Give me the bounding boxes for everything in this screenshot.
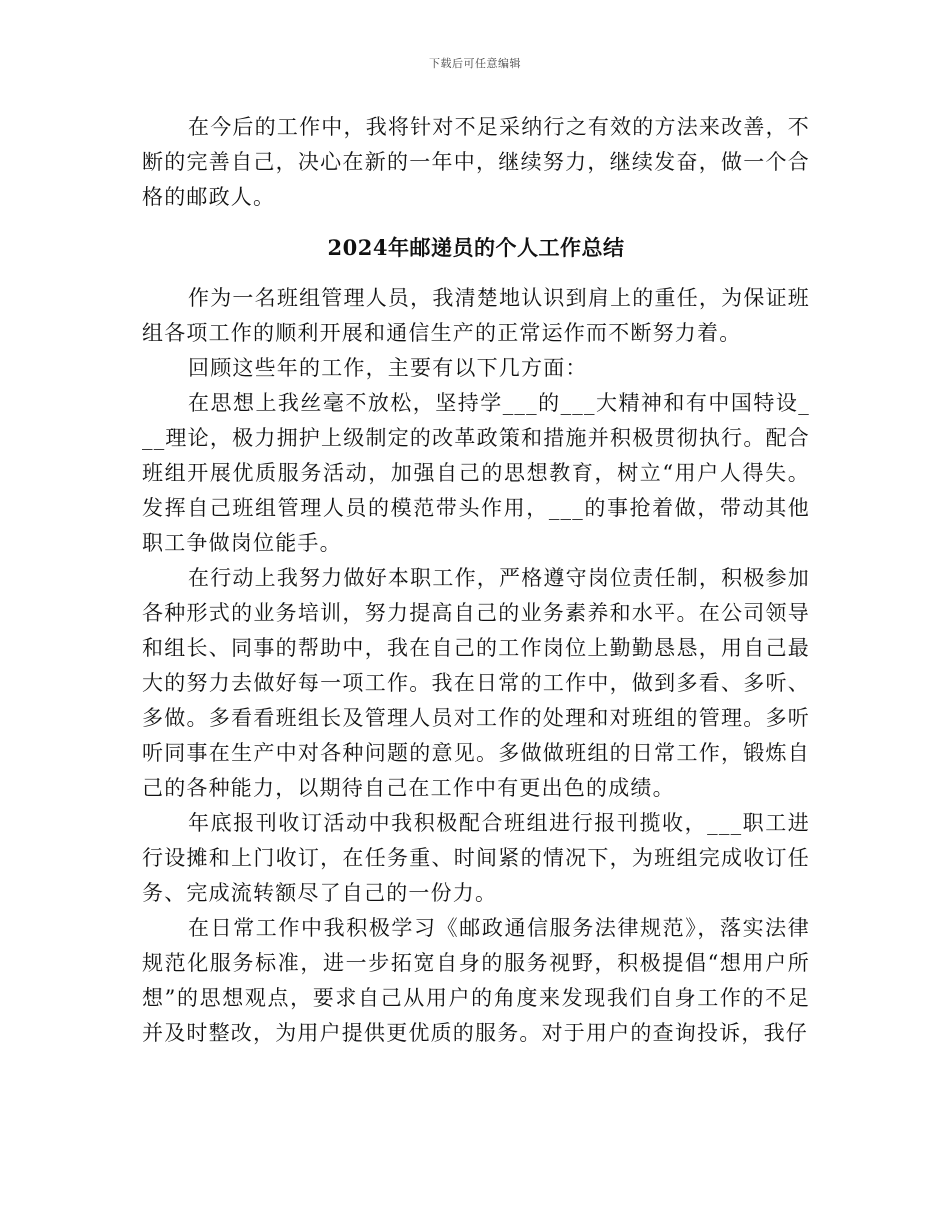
paragraph-3: 在思想上我丝毫不放松，坚持学___的___大精神和有中国特设___理论，极力拥护上级制定的改革政策和措施并积极贯彻执行。配合班组开展优质服务活动，加强自己的思想教育，树立“用户人得失。发挥自己班组管理人员的模范带头作用，___的事抢着做，带动其他职工争做岗位能手。 xyxy=(142,391,810,555)
document-body xyxy=(142,110,810,1051)
header-note: 下载后可任意编辑 xyxy=(429,57,521,70)
document-title: 2024年邮递员的个人工作总结 xyxy=(327,235,625,260)
paragraph-1: 作为一名班组管理人员，我清楚地认识到肩上的重任，为保证班组各项工作的顺利开展和通信生产的正常运作而不断努力着。 xyxy=(142,286,810,345)
paragraph-4: 在行动上我努力做好本职工作，严格遵守岗位责任制，积极参加各种形式的业务培训，努力提高自己的业务素养和水平。在公司领导和组长、同事的帮助中，我在自己的工作岗位上勤勤恳恳，用自己最大的努力去做好每一项工作。我在日常的工作中，做到多看、多听、多做。多看看班组长及管理人员对工作的处理和对班组的管理。多听听同事在生产中对各种问题的意见。多做做班组的日常工作，锻炼自己的各种能力，以期待自己在工作中有更出色的成绩。 xyxy=(142,566,810,800)
paragraph-6: 在日常工作中我积极学习《邮政通信服务法律规范》，落实法律规范化服务标准，进一步拓宽自身的服务视野，积极提倡“想用户所想”的思想观点，要求自己从用户的角度来发现我们自身工作的不足并及时整改，为用户提供更优质的服务。对于用户的查询投诉，我仔 xyxy=(142,916,810,1045)
intro-paragraph: 在今后的工作中，我将针对不足采纳行之有效的方法来改善，不断的完善自己，决心在新的一年中，继续努力，继续发奋，做一个合格的邮政人。 xyxy=(142,115,810,209)
paragraph-2: 回顾这些年的工作，主要有以下几方面： xyxy=(188,356,588,380)
paragraph-5: 年底报刊收订活动中我积极配合班组进行报刊揽收，___职工进行设摊和上门收订，在任务重、时间紧的情况下，为班组完成收订任务、完成流转额尽了自己的一份力。 xyxy=(142,811,810,905)
